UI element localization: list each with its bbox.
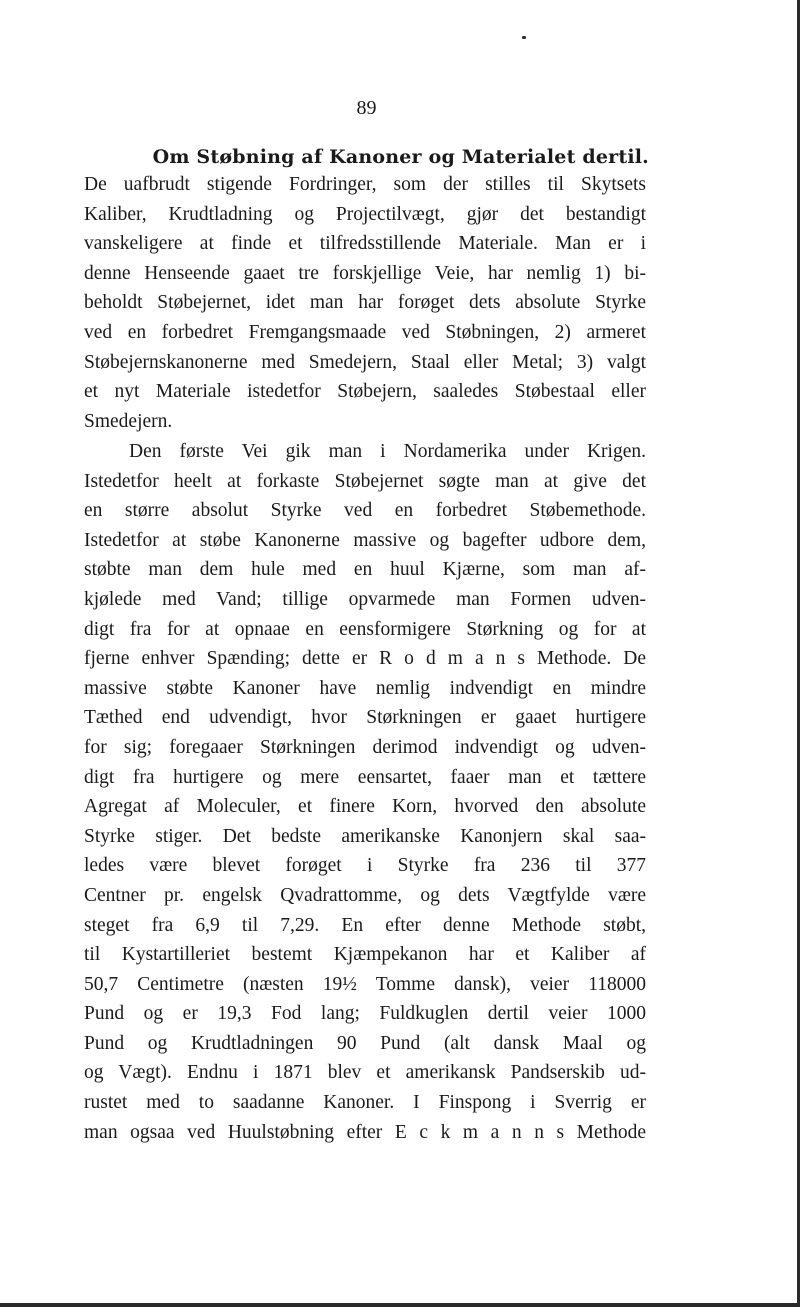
section-heading: Om Støbning af Kanoner og Materialet dertil. xyxy=(152,146,649,168)
text-line: 50,7 Centimetre (næsten 19½ Tomme dansk), veier 118000 xyxy=(84,973,646,995)
text-line: digt fra for at opnaae en eensformigere Størkning og for at xyxy=(84,618,646,640)
text-line: steget fra 6,9 til 7,29. En efter denne Methode støbt, xyxy=(84,914,646,936)
text-line: beholdt Støbejernet, idet man har forøget dets absolute Styrke xyxy=(84,292,646,314)
page-edge-bottom xyxy=(0,1303,800,1307)
text-line: fjerne enhver Spænding; dette er R o d m a n s Methode. De xyxy=(84,648,646,670)
ink-speck xyxy=(522,36,526,39)
text-line: ved en forbedret Fremgangsmaade ved Støbningen, 2) armeret xyxy=(84,321,646,343)
text-line: Kaliber, Krudtladning og Projectilvægt, gjør det bestandigt xyxy=(84,203,646,225)
text-line: vanskeligere at finde et tilfredsstillende Materiale. Man er i xyxy=(84,233,646,255)
paragraph-1 xyxy=(84,170,646,436)
page-number: 89 xyxy=(356,97,377,119)
text-line: Agregat af Moleculer, et finere Korn, hvorved den absolute xyxy=(84,796,646,818)
text-line: en større absolut Styrke ved en forbedret Støbemethode. xyxy=(84,500,646,522)
text-line: Pund og Krudtladningen 90 Pund (alt dansk Maal og xyxy=(84,1032,646,1054)
text-line: støbte man dem hule med en huul Kjærne, som man af- xyxy=(84,559,646,581)
text-line: Den første Vei gik man i Nordamerika under Krigen. xyxy=(129,441,646,462)
text-line: digt fra hurtigere og mere eensartet, faaer man et tættere xyxy=(84,766,646,788)
text-line: massive støbte Kanoner have nemlig indvendigt en mindre xyxy=(84,677,646,699)
text-line: ledes være blevet forøget i Styrke fra 236 til 377 xyxy=(84,855,646,877)
text-line: og Vægt). Endnu i 1871 blev et amerikansk Pandserskib ud- xyxy=(84,1062,646,1084)
text-line: rustet med to saadanne Kanoner. I Finspong i Sverrig er xyxy=(84,1092,646,1114)
text-line: Smedejern. xyxy=(84,410,173,432)
text-line: Pund og er 19,3 Fod lang; Fuldkuglen dertil veier 1000 xyxy=(84,1003,646,1025)
text-line: man ogsaa ved Huulstøbning efter E c k m a n n s Methode xyxy=(84,1121,646,1143)
text-line: til Kystartilleriet bestemt Kjæmpekanon har et Kaliber af xyxy=(84,944,646,966)
text-line: De uafbrudt stigende Fordringer, som der stilles til Skytsets xyxy=(84,174,646,195)
text-line: Tæthed end udvendigt, hvor Størkningen er gaaet hurtigere xyxy=(84,707,646,729)
text-line: Istedetfor heelt at forkaste Støbejernet søgte man at give det xyxy=(84,470,646,492)
text-line: for sig; foregaaer Størkningen derimod indvendigt og udven- xyxy=(84,736,646,758)
text-line: Styrke stiger. Det bedste amerikanske Kanonjern skal saa- xyxy=(84,825,646,847)
text-line: Centner pr. engelsk Qvadrattomme, og dets Vægtfylde være xyxy=(84,884,646,906)
text-line: denne Henseende gaaet tre forskjellige Veie, har nemlig 1) bi- xyxy=(84,262,646,284)
text-line: Støbejernskanonerne med Smedejern, Staal eller Metal; 3) valgt xyxy=(84,351,646,373)
text-line: et nyt Materiale istedetfor Støbejern, saaledes Støbestaal eller xyxy=(84,381,646,403)
text-line: kjølede med Vand; tillige opvarmede man Formen udven- xyxy=(84,588,646,610)
paragraph-2 xyxy=(84,437,646,1147)
text-line: Istedetfor at støbe Kanonerne massive og bagefter udbore dem, xyxy=(84,529,646,551)
